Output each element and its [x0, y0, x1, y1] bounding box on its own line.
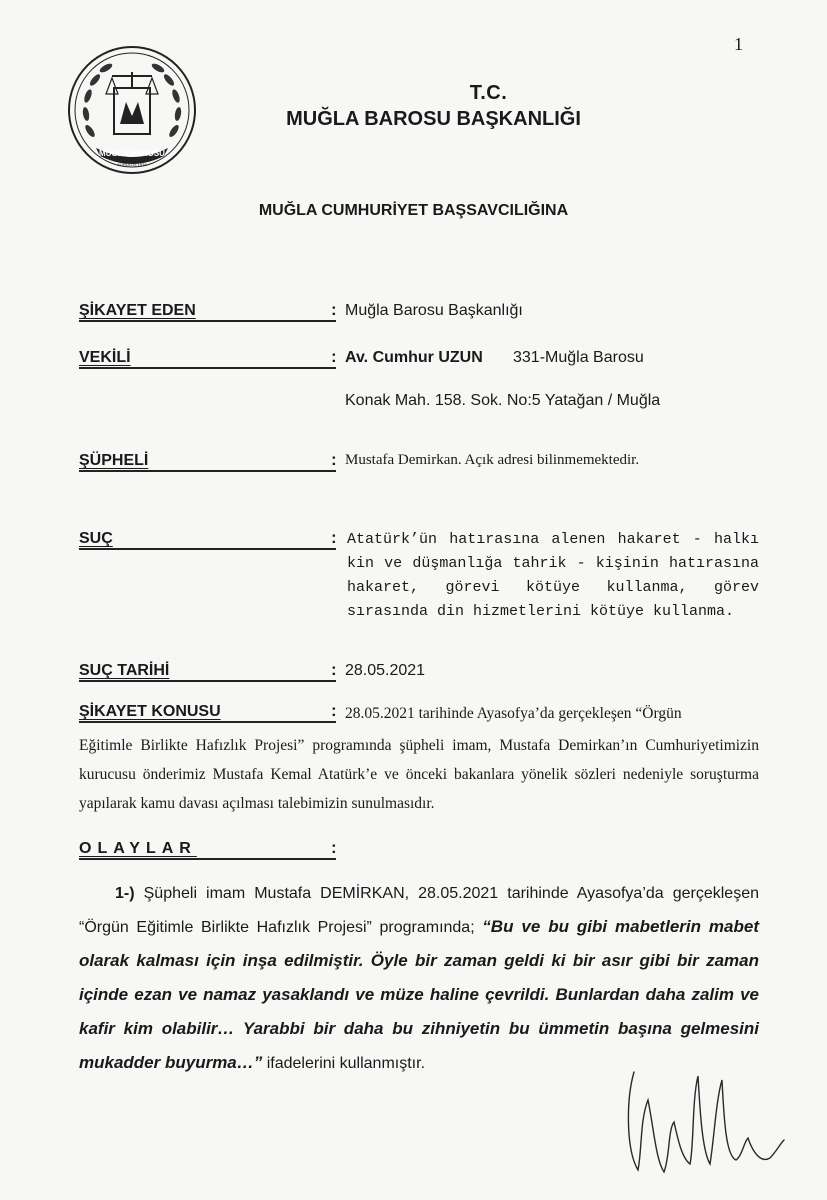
suspect-value: Mustafa Demirkan. Açık adresi bilinmemektedir. [345, 452, 640, 468]
header-line-1: T.C. [469, 82, 508, 104]
events-colon: : [331, 838, 337, 857]
subject-rule [79, 721, 336, 723]
complainant-label: ŞİKAYET EDEN [79, 302, 196, 319]
seal-sub-label: KURULUŞ 1931 [117, 162, 147, 167]
crime-date-colon: : [331, 660, 337, 679]
subject-label: ŞİKAYET KONUSU [79, 703, 221, 720]
header-line-2: MUĞLA BAROSU BAŞKANLIĞI [286, 108, 581, 130]
crime-colon: : [331, 528, 337, 547]
event-item-1-quote: “Bu ve bu gibi mabetlerin mabet olarak kalması için inşa edilmiştir. Öyle bir zaman geldi ki bir asır gibi bir zaman içinde ezan ve namaz yasaklandı ve müze haline çevrildi. Bunlardan daha zalim ve kafir kim olabilir… Yarabbi bir daha bu zihniyetin bu ümmetin başına gelmesini mukadder buyurma…” [79, 917, 759, 1072]
attorney-rule [79, 367, 336, 369]
attorney-address: Konak Mah. 158. Sok. No:5 Yatağan / Muğla [345, 392, 661, 409]
page-number: 1 [734, 34, 743, 54]
event-item-1-text-before: Şüpheli imam Mustafa DEMİRKAN, 28.05.2021 tarihinde Ayasofya’da gerçekleşen “Örgün Eğitimle Birlikte Hafızlık Projesi” programında; [79, 885, 759, 936]
attorney-label: VEKİLİ [79, 349, 131, 366]
event-item-1-number: 1-) [115, 885, 135, 902]
event-item-1 [79, 877, 759, 1080]
suspect-label: ŞÜPHELİ [79, 452, 149, 469]
event-item-1-text-after: ifadelerini kullanmıştır. [266, 1055, 426, 1072]
crime-label: SUÇ [79, 530, 113, 547]
suspect-rule [79, 470, 336, 472]
events-rule [79, 858, 336, 860]
events-label: OLAYLAR [79, 840, 197, 857]
crime-date-value: 28.05.2021 [345, 662, 426, 679]
subject-value-first-line: 28.05.2021 tarihinde Ayasofya’da gerçekleşen “Örgün [345, 705, 682, 722]
subject-colon: : [331, 701, 337, 720]
signature [620, 1060, 790, 1180]
complainant-rule [79, 320, 336, 322]
crime-date-rule [79, 680, 336, 682]
attorney-bar-registration: 331-Muğla Barosu [513, 349, 644, 366]
complainant-value: Muğla Barosu Başkanlığı [345, 302, 523, 319]
complainant-colon: : [331, 300, 337, 319]
crime-date-label: SUÇ TARİHİ [79, 662, 170, 679]
recipient-heading: MUĞLA CUMHURİYET BAŞSAVCILIĞINA [258, 202, 569, 219]
seal-label: MUĞLA BAROSU [99, 149, 165, 158]
subject-value-rest: Eğitimle Birlikte Hafızlık Projesi” programında şüpheli imam, Mustafa Demirkan’ın Cumhuriyetimizin kurucusu önderimiz Mustafa Kemal Atatürk’e ve önceki bakanlara yönelik sözleri nedeniyle soruşturma yapılarak kamu davası açılması talebimizin sunulmasıdır. [79, 737, 759, 812]
attorney-colon: : [331, 347, 337, 366]
suspect-colon: : [331, 450, 337, 469]
crime-value: Atatürk’ün hatırasına alenen hakaret - halkı kin ve düşmanlığa tahrik - kişinin hatırasına hakaret, görevi kötüye kullanma, görev sırasında din hizmetlerini kötüye kullanma. [347, 531, 759, 620]
attorney-name: Av. Cumhur UZUN [345, 349, 483, 366]
crime-rule [79, 548, 336, 550]
